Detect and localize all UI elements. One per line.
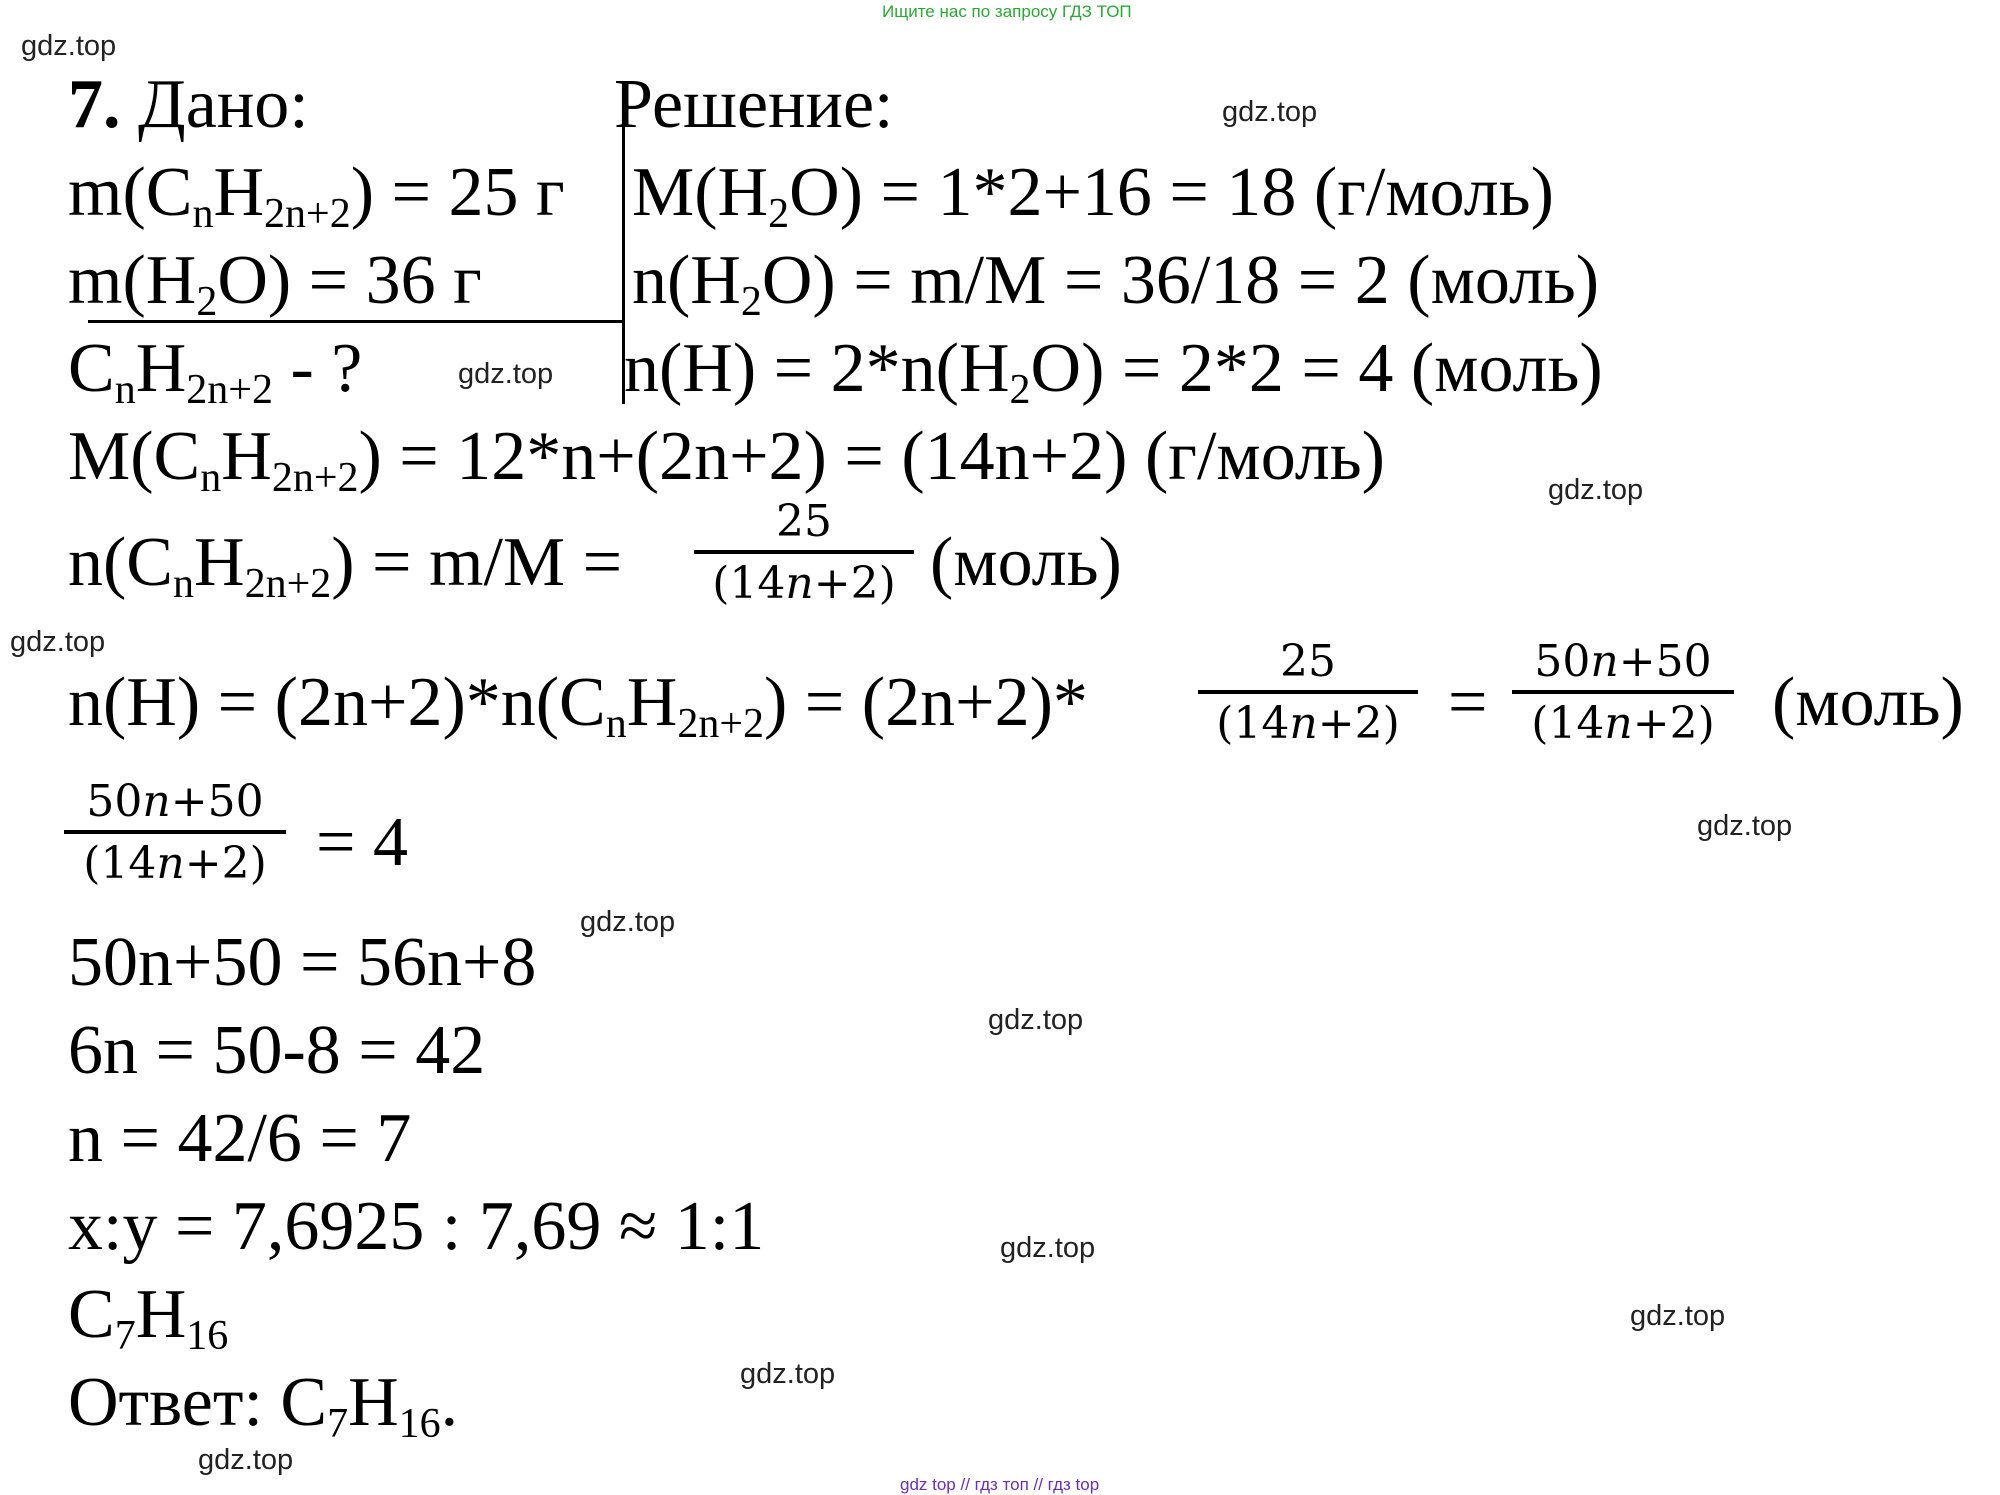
solution-water-moles: $n(H_2O) = m/M = 36/18 = 2$ (моль)	[632, 242, 1600, 325]
given-alkane-mass: $m(C_nH_{2n+2}) = 25$ г	[68, 154, 565, 237]
hydrogen-moles-expression: $n(H) = (2n+2)*n(C_nH_{2n+2}) = (2n+2)*$	[68, 664, 1088, 747]
fraction-numerator: 50n+50	[1534, 636, 1712, 687]
watermark: gdz.top	[1548, 474, 1644, 506]
watermark: gdz.top	[10, 626, 106, 658]
fraction-denominator: (14n+2)	[712, 558, 896, 609]
watermark: gdz.top	[988, 1004, 1084, 1036]
watermark: gdz.top	[740, 1358, 836, 1390]
step-line: 50n+50 = 56n+8	[68, 924, 537, 1001]
watermark: gdz.top	[1222, 96, 1318, 128]
fraction-25-over-14n2	[694, 496, 914, 609]
watermark: gdz.top	[458, 358, 554, 390]
step-line: x:y = 7,6925 : 7,69 ≈ 1:1	[68, 1188, 765, 1265]
given-separator-horizontal	[88, 320, 622, 323]
fraction-numerator: 25	[1280, 636, 1336, 687]
solution-label: Решение:	[614, 66, 894, 143]
result-formula: $C_7H_{16}$	[68, 1276, 229, 1359]
given-label: Дано:	[138, 66, 309, 143]
watermark: gdz.top	[1000, 1232, 1096, 1264]
alkane-moles: $n(C_nH_{2n+2}) = m/M$ =	[68, 524, 623, 607]
fraction-denominator: (14n+2)	[1531, 698, 1715, 749]
watermark: gdz.top	[1697, 810, 1793, 842]
watermark: gdz.top	[21, 30, 117, 62]
fraction-denominator: (14n+2)	[83, 838, 267, 889]
fraction-numerator: 25	[776, 496, 832, 547]
search-hint-link[interactable]: Ищите нас по запросу ГДЗ ТОП	[882, 2, 1132, 21]
fraction-50n50-over-14n2	[64, 776, 286, 889]
answer-line: Ответ: $C_7H_{16}$.	[68, 1364, 459, 1447]
step-line: n = 42/6 = 7	[68, 1100, 412, 1177]
given-water-mass: $m(H_2O) = 36$ г	[68, 242, 482, 325]
equation-rhs: = 4	[316, 804, 408, 881]
unit-mol: (моль)	[1772, 664, 1964, 741]
fraction-25-over-14n2	[1198, 636, 1418, 749]
unit-mol: (моль)	[930, 524, 1122, 601]
equals-sign: =	[1448, 664, 1488, 741]
solution-hydrogen-moles: $n(H) = 2*n(H_2O) = 2*2 = 4$ (моль)	[624, 330, 1603, 413]
watermark: gdz.top	[198, 1444, 294, 1476]
task-heading	[68, 66, 309, 143]
alkane-molar-mass: $M(C_nH_{2n+2}) = 12*n+(2n+2) = (14n+2)$ (г/моль)	[68, 418, 1385, 501]
watermark: gdz.top	[1630, 1300, 1726, 1332]
task-number: 7.	[68, 66, 121, 143]
step-line: 6n = 50-8 = 42	[68, 1012, 486, 1089]
find-formula: $C_nH_{2n+2}$ - ?	[68, 330, 363, 413]
footer-links[interactable]: gdz top // гдз топ // гдз top	[900, 1475, 1100, 1494]
fraction-numerator: 50n+50	[86, 776, 264, 827]
solution-water-molar-mass: $M(H_2O) = 1*2+16 = 18$ (г/моль)	[632, 154, 1554, 237]
fraction-denominator: (14n+2)	[1216, 698, 1400, 749]
fraction-50n50-over-14n2	[1512, 636, 1734, 749]
watermark: gdz.top	[580, 906, 676, 938]
